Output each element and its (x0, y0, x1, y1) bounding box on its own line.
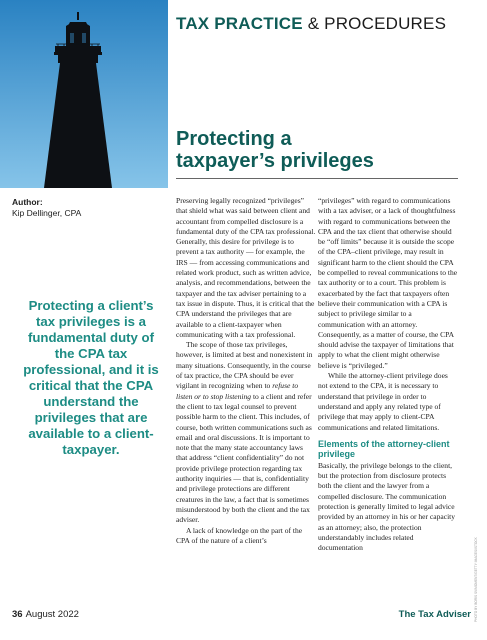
issue-date: August 2022 (25, 609, 79, 620)
body-column-2 (318, 196, 458, 554)
section-title-bold: TAX PRACTICE (176, 14, 303, 33)
magazine-name: The Tax Adviser (398, 609, 471, 620)
section-title (176, 14, 446, 34)
paragraph: A lack of knowledge on the part of the CPA of the nature of a client’s (176, 525, 303, 545)
headline-divider (176, 178, 458, 179)
paragraph: Preserving legally recognized “privileges” that shield what was said between client and accountant from compelled disclosure is a fundamental duty of the CPA tax professional. Generally, this desire for privilege is to prevent a tax authority — for example, the IRS — from accessing communications and related work product, such as written advice, analysis, and recommendations, between the taxpayer and the tax adviser pertaining to a tax issue in dispute. Thus, it is critical that the CPA understand the privileges that are available to a client-taxpayer when communicating with a tax professional. (176, 196, 316, 339)
paragraph-text: to a client and refer the client to tax legal counsel to prevent possible harm to the client. This includes, of course, both written communications such as email and oral discussions. It is important to note that the many state accountancy laws that address “client confidentiality” do not provide privilege protection regarding tax authority inquiries — that is, confidentiality and privilege protections are different creatures in the law, a fact that is sometimes misunderstood by both the client and the tax adviser. (176, 391, 312, 525)
article-headline (176, 128, 466, 172)
folio (12, 609, 79, 620)
section-title-rest: & PROCEDURES (302, 14, 447, 33)
paragraph: Basically, the privilege belongs to the client, but the protection from disclosure protects both the client and the lawyer from a compelled disclosure. The communication protection is generally limited to legal advice provided by an attorney in his or her capacity as an attorney; also, the protection understandably includes related documentation (318, 460, 456, 553)
author-name: Kip Dellinger, CPA (12, 208, 82, 218)
byline (12, 197, 81, 219)
paragraph-text: The scope of those tax privileges, however, is limited at best and nonexistent in many situations. Consequently, in the course of tax practice, the CPA should be ever vigilant in recognizing when to (176, 340, 313, 391)
paragraph: “privileges” with regard to communications with a tax adviser, or a lack of thoughtfulness with regard to communications between the CPA and the tax client that otherwise should be “off limits” because it is outside the scope of the CPA–client privilege, may result in significant harm to the client should the CPA be compelled to reveal communications to the tax authority or to a court. This problem is exacerbated by the fact that taxpayers often believe their communication with a CPA is subject to privilege similar to a communication with an attorney. Consequently, as a matter of course, the CPA should advise the taxpayer of limitations that apply to what the client might otherwise believe is “privileged.” (318, 196, 458, 370)
page-number: 36 (12, 609, 23, 620)
paragraph: While the attorney-client privilege does not extend to the CPA, it is necessary to understand that privilege in order to understand and apply any related type of privilege that may apply to client-CPA communications and related limitations. (318, 371, 448, 432)
body-column-1 (176, 196, 316, 546)
headline-line-1: Protecting a (176, 128, 292, 150)
subheading: Elements of the attorney-client privilege (318, 438, 450, 460)
emphasis-text: refuse to listen or to stop listening (176, 381, 299, 401)
photo-credit: PHOTO BY BORIS SV/MOMENT/GETTY IMAGES/ISTOCK (474, 537, 478, 622)
headline-line-2: taxpayer’s privileges (176, 150, 374, 172)
paragraph (176, 340, 316, 525)
pull-quote: Protecting a client’s tax privileges is a fundamental duty of the CPA tax professional, and it is critical that the CPA understand the privileges that are available to a client-taxpayer. (23, 298, 159, 457)
byline-label: Author: (12, 197, 43, 207)
lighthouse-photo (0, 0, 168, 188)
